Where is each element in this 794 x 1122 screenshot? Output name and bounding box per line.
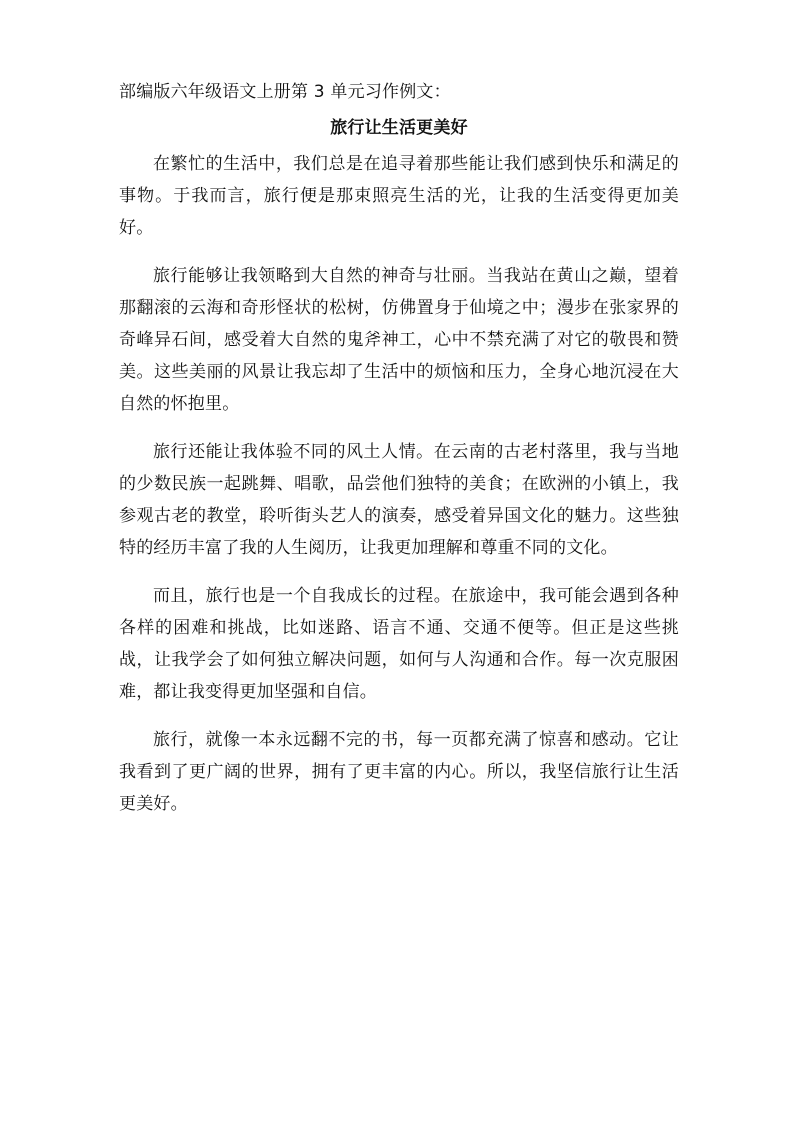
paragraph-4: 而且，旅行也是一个自我成长的过程。在旅途中，我可能会遇到各种各样的困难和挑战，比如迷路、语言不通、交通不便等。但正是这些挑战，让我学会了如何独立解决问题，如何与人沟通和合作。每一次克服困难，都让我变得更加坚强和自信。 [119,586,679,702]
document-body [119,76,679,836]
document-title: 旅行让生活更美好 [330,118,468,138]
paragraph-1: 在繁忙的生活中，我们总是在追寻着那些能让我们感到快乐和满足的事物。于我而言，旅行便是那束照亮生活的光，让我的生活变得更加美好。 [119,154,679,238]
paragraph-3: 旅行还能让我体验不同的风土人情。在云南的古老村落里，我与当地的少数民族一起跳舞、唱歌，品尝他们独特的美食；在欧洲的小镇上，我参观古老的教堂，聆听街头艺人的演奏，感受着异国文化的魅力。这些独特的经历丰富了我的人生阅历，让我更加理解和尊重不同的文化。 [119,442,679,558]
paragraph-2: 旅行能够让我领略到大自然的神奇与壮丽。当我站在黄山之巅，望着那翻滚的云海和奇形怪状的松树，仿佛置身于仙境之中；漫步在张家界的奇峰异石间，感受着大自然的鬼斧神工，心中不禁充满了对它的敬畏和赞美。这些美丽的风景让我忘却了生活中的烦恼和压力，全身心地沉浸在大自然的怀抱里。 [119,266,679,414]
paragraph-5: 旅行，就像一本永远翻不完的书，每一页都充满了惊喜和感动。它让我看到了更广阔的世界，拥有了更丰富的内心。所以，我坚信旅行让生活更美好。 [119,730,679,814]
document-subtitle: 部编版六年级语文上册第 3 单元习作例文： [119,82,451,102]
